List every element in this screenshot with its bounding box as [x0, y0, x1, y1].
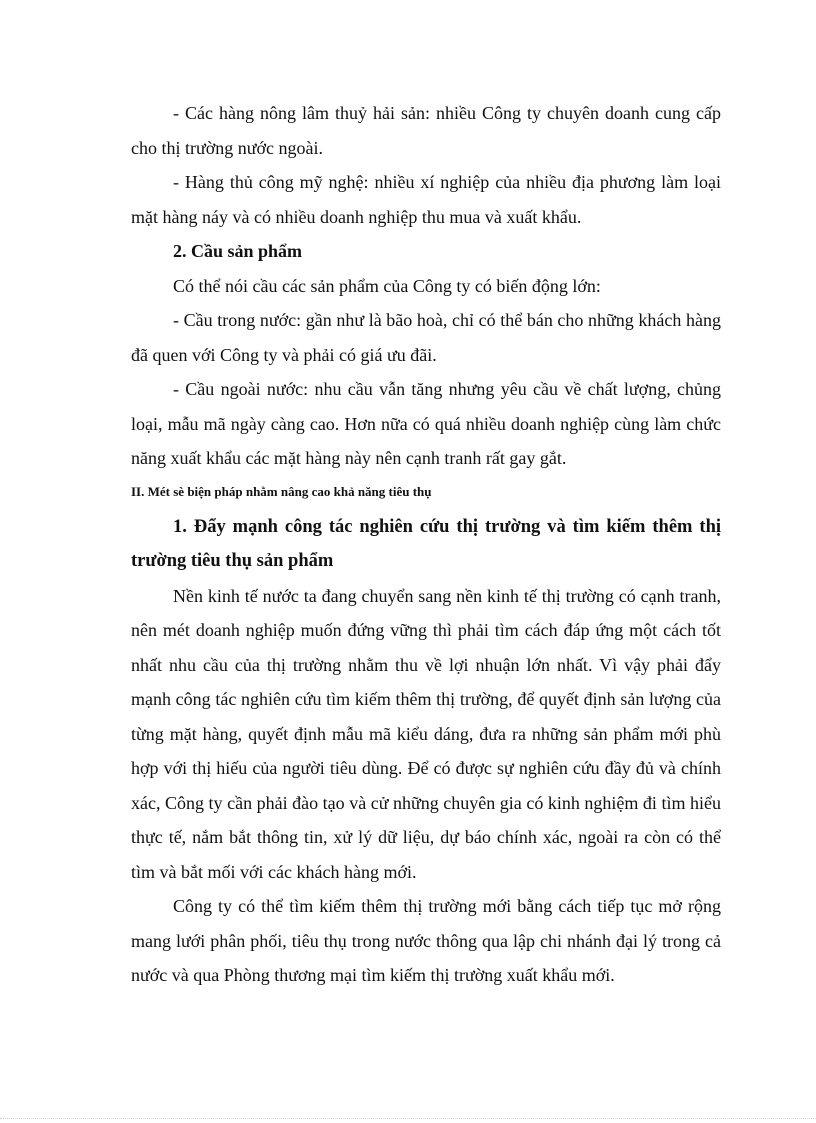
subheading-market-research: 1. Đẩy mạnh công tác nghiên cứu thị trường và tìm kiếm thêm thị trường tiêu thụ sản phẩm: [131, 516, 721, 571]
paragraph-domestic-demand: - Cầu trong nước: gần như là bão hoà, chỉ có thể bán cho những khách hàng đã quen với Công ty và phải có giá ưu đãi.: [131, 310, 721, 365]
page-bottom-divider: [0, 1118, 816, 1119]
heading-product-demand: 2. Cầu sản phẩm: [173, 241, 303, 261]
paragraph-foreign-demand: - Cầu ngoài nước: nhu cầu vẫn tăng nhưng yêu cầu về chất lượng, chủng loại, mẫu mã ngày càng cao. Hơn nữa có quá nhiều doanh nghiệp cùng làm chức năng xuất khẩu các mặt hàng này nên cạnh tranh rất gay gắt.: [131, 379, 721, 468]
paragraph-distribution-network: Công ty có thể tìm kiếm thêm thị trường mới bằng cách tiếp tục mở rộng mang lưới phân phối, tiêu thụ trong nước thông qua lập chi nhánh đại lý trong cả nước và qua Phòng thương mại tìm kiếm thị trường xuất khẩu mới.: [131, 896, 721, 985]
document-body: [131, 96, 721, 993]
paragraph-market-economy: Nền kinh tế nước ta đang chuyển sang nền kinh tế thị trường có cạnh tranh, nên mét doanh nghiệp muốn đứng vững thì phải tìm cách đáp ứng một cách tốt nhất nhu cầu của thị trường nhằm thu về lợi nhuận lớn nhất. Vì vậy phải đẩy mạnh công tác nghiên cứu tìm kiếm thêm thị trường, để quyết định sản lượng của từng mặt hàng, quyết định mẫu mã kiểu dáng, đưa ra những sản phẩm mới phù hợp với thị hiếu của người tiêu dùng. Để có được sự nghiên cứu đầy đủ và chính xác, Công ty cần phải đào tạo và cử những chuyên gia có kinh nghiệm đi tìm hiểu thực tế, nắm bắt thông tin, xử lý dữ liệu, dự báo chính xác, ngoài ra còn có thể tìm và bắt mối với các khách hàng mới.: [131, 585, 721, 882]
paragraph-agri-products: - Các hàng nông lâm thuỷ hải sản: nhiều Công ty chuyên doanh cung cấp cho thị trường nước ngoài.: [131, 103, 721, 158]
paragraph-handicrafts: - Hàng thủ công mỹ nghệ: nhiều xí nghiệp của nhiều địa phương làm loại mặt hàng náy và có nhiều doanh nghiệp thu mua và xuất khẩu.: [131, 172, 721, 227]
paragraph-demand-intro: Có thể nói cầu các sản phẩm của Công ty có biến động lớn:: [173, 275, 601, 296]
section-title: II. Mét sè biện pháp nhằm nâng cao khả năng tiêu thụ: [131, 483, 432, 499]
